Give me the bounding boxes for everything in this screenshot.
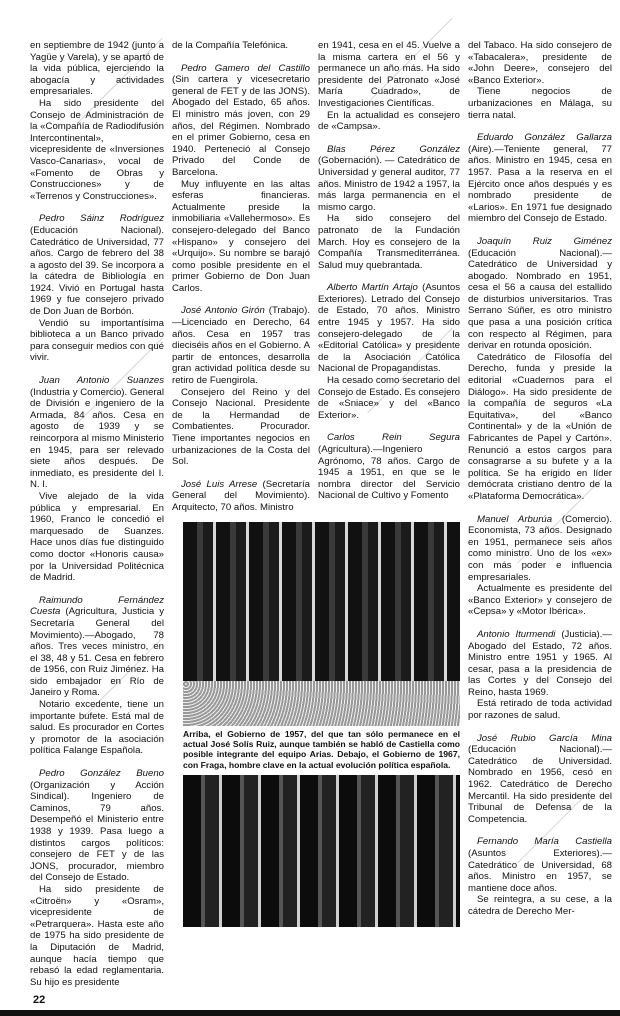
minister-name: Fernando María Castiella <box>477 836 612 848</box>
paragraph-text: Ha sido presidente de «Citroën» y «Osram», vicepresidente de «Petrarquera». Hasta este año de 1975 ha sido presidente de la Diputación de Madrid, aunque hacía tiempo que rebasó la edad reglamentaria. Su hijo es presidente <box>30 883 164 988</box>
entry-paragraph <box>172 479 310 514</box>
paragraph <box>468 86 612 121</box>
paragraph-text: (Industria y Comercio). General de División e ingeniero de la Armada, 84 años. Cesa en agosto de 1939 y se reincorpora al mismo Ministerio en 1945, para ser relevado siete años después. De inmediato, es presidente del I. N. I. <box>30 386 164 491</box>
paragraph <box>30 699 164 757</box>
entry-paragraph <box>318 282 460 375</box>
paragraph-text: Está retirado de toda actividad por razones de salud. <box>468 698 612 722</box>
minister-name: José Antonio Girón <box>181 305 265 317</box>
photo-government-1957 <box>183 522 460 726</box>
entry-paragraph <box>172 63 310 179</box>
paragraph-text: Vive alejado de la vida pública y empresarial. En 1960, Franco le concedió el marquesado de Suanzes. Hace unos días fue distinguido como doctor «Honoris causa» por la Universidad Politécnica de Madrid. <box>30 490 164 584</box>
paragraph <box>172 40 310 52</box>
minister-name: Juan Antonio Suanzes <box>39 375 164 387</box>
entry-paragraph <box>30 213 164 317</box>
minister-name: Antonio Iturmendi <box>477 628 556 640</box>
paragraph <box>468 583 612 618</box>
paragraph-text: (Agricultura).—Ingeniero Agrónomo, 78 años. Cargo de 1945 a 1951, en que se le nombra director del Servicio Nacional de Cultivo y Fomento <box>318 444 460 502</box>
paragraph <box>30 98 164 202</box>
paragraph-text: (Asuntos Exteriores). Letrado del Consejo de Estado, 70 años. Ministro entre 1945 y 1957. Ha sido consejero-delegado de la «Editorial Católica» y presidente de la Asociación Católica Nacional de Propagandistas. <box>318 282 460 375</box>
paragraph <box>468 40 612 86</box>
entry-paragraph <box>468 236 612 352</box>
paragraph <box>30 491 164 584</box>
paragraph-text: (Educación Nacional).—Catedrático de Universidad y abogado. Nombrado en 1951, cesa el 56 a causa del estallido de disturbios universitarios. Tras Serrano Súñer, es otro ministro que pasa a una posición crítica con respecto al Régimen, para derivar en rotunda oposición. <box>468 247 612 352</box>
minister-name: Pedro González Bueno <box>39 768 164 780</box>
paragraph-text: Ha sido consejero del patronato de la Fundación March. Hoy es consejero de la Compañía Transmediterránea. Salud muy quebrantada. <box>318 213 460 271</box>
paragraph-text: Muy influyente en las altas esferas financieras. Actualmente preside la inmobiliaria «Vallehermoso». Es consejero-delegado del Banco «Hispano» y consejero del «Urquijo». Su nombre se barajó como posible presidente en el primer Gobierno de Don Juan Carlos. <box>172 178 310 294</box>
paragraph-text: (Comercio). Economista, 73 años. Designado en 1951, permanece seis años como ministro. Uno de los «ex» con más poder e influencia empresariales. <box>468 513 612 583</box>
paragraph <box>30 318 164 364</box>
entry-paragraph <box>318 432 460 502</box>
text-column-1 <box>30 40 164 988</box>
paragraph-text: (Educación Nacional).—Catedrático de Universidad. Nombrado en 1956, cesó en 1962. Catedrático de Derecho Mercantil. Ha sido presidente del Tribunal de Defensa de la Competencia. <box>468 744 612 825</box>
minister-name: José Luis Arrese <box>181 478 258 490</box>
paragraph-text: Se reintegra, a su cese, a la cátedra de Derecho Mer- <box>468 894 612 917</box>
entry-paragraph <box>468 132 612 225</box>
minister-name: José Rubio García Mina <box>477 732 612 744</box>
paragraph-text: (Trabajo).—Licenciado en Derecho, 64 años. Cesa en 1957 tras dieciséis años en el Gobierno. A partir de entonces, desarrolla gran actividad política desde su retiro de Fuengirola. <box>172 305 310 387</box>
minister-name: Joaquín Ruiz Giménez <box>477 235 612 247</box>
paragraph-text: Vendió su importantísima biblioteca a un Banco privado para conseguir medios con qué vivir. <box>30 317 164 364</box>
entry-paragraph <box>468 629 612 699</box>
photo-government-1967 <box>183 775 460 927</box>
minister-name: Eduardo González Gallarza <box>477 132 612 144</box>
minister-name: Raimundo Fernández Cuesta <box>30 594 164 618</box>
minister-name: Manuel Arburúa <box>477 513 553 525</box>
paragraph <box>468 894 612 917</box>
paragraph-text: del Tabaco. Ha sido consejero de «Tabacalera», presidente de «John Deere», consejero del «Banco Exterior». <box>468 40 612 86</box>
entry-paragraph <box>172 305 310 386</box>
paragraph <box>30 40 164 98</box>
photo-caption: Arriba, el Gobierno de 1957, del que tan sólo permanece en el actual José Solís Ruiz, aunque también se habló de Castiella como posible integrante del equipo Arias. Debajo, el Gobierno de 1967, con Fraga, hombre clave en la actual evolución política española. <box>183 729 460 770</box>
paragraph-text: (Organización y Acción Sindical). Ingeniero de Caminos, 79 años. Desempeñó el Ministerio entre 1938 y 1939. Pasa luego a distintos cargos políticos: consejero de FET y de las JONS, procurador, miembro del Consejo de Estado. <box>30 779 164 884</box>
paragraph-text: En la actualidad es consejero de «Campsa». <box>318 109 460 133</box>
entry-paragraph <box>30 595 164 699</box>
paragraph-text: en septiembre de 1942 (junto a Yagüe y Varela), y se apartó de la vida pública, ejerciendo la abogacía y actividades empresariales. <box>30 40 164 98</box>
scan-edge <box>0 1010 620 1016</box>
page-number: 22 <box>33 994 46 1006</box>
paragraph <box>30 884 164 988</box>
paragraph-text: de la Compañía Telefónica. <box>172 40 289 51</box>
paragraph-text: (Sin cartera y vicesecretario general de FET y de las JONS). Abogado del Estado, 65 años. El ministro más joven, con 29 años, del Régimen. Nombrado en el primer Gobierno, cesa en 1940. Perteneció al Consejo Privado del Conde de Barcelona. <box>172 74 310 178</box>
entry-paragraph <box>318 144 460 214</box>
paragraph <box>318 213 460 271</box>
text-column-3 <box>318 40 460 502</box>
paragraph <box>318 375 460 421</box>
paragraph <box>468 352 612 503</box>
paragraph-text: (Aire).—Teniente general, 77 años. Ministro en 1945, cesa en 1957. Pasa a la reserva en el Ejército once años después y es nombrado presidente de «Larios». En 1971 fue designado miembro del Consejo de Estado. <box>468 143 612 225</box>
paragraph-text: (Gobernación). — Catedrático de Universidad y general auditor, 77 años. Ministro de 1942 a 1957, la más larga permanencia en el mismo cargo. <box>318 155 460 213</box>
paragraph-text: (Educación Nacional). Catedrático de Universidad, 77 años. Cargo de febrero del 38 a agosto del 39. Se incorpora a la cátedra de Bibliología en 1924. Vivió en Portugal hasta 1969 y fue consejero privado de Don Juan de Borbón. <box>30 224 164 318</box>
minister-name: Blas Pérez González <box>327 143 460 155</box>
entry-paragraph <box>30 375 164 491</box>
entry-paragraph <box>468 514 612 584</box>
minister-name: Alberto Martín Artajo <box>327 282 418 294</box>
minister-name: Pedro Gamero del Castillo <box>181 62 310 74</box>
paragraph-text: Notario excedente, tiene un importante bufete. Está mal de salud. Es procurador en Cortes y promotor de la asociación política Falange Española. <box>30 699 164 757</box>
minister-name: Carlos Rein Segura <box>327 432 460 444</box>
paragraph-text: (Asuntos Exteriores).—Catedrático de Universidad, 68 años. Ministro en 1957, se mantiene doce años. <box>468 848 612 894</box>
paragraph <box>318 40 460 110</box>
paragraph <box>172 387 310 468</box>
text-column-2 <box>172 40 310 514</box>
paragraph-text: Ha cesado como secretario del Consejo de Estado. Es consejero de «Sniace» y del «Banco Exterior». <box>318 375 460 421</box>
paragraph-text: Tiene negocios de urbanizaciones en Málaga, su tierra natal. <box>468 86 612 121</box>
paragraph-text: Ha sido presidente del Consejo de Administración de la «Compañía de Radiodifusión Intercontinental», vicepresidente de «Inversiones Vasco-Canarias», vocal de «Fomento de Obras y Construcciones» y de «Terrenos y Construcciones». <box>30 97 164 202</box>
paragraph <box>468 698 612 721</box>
entry-paragraph <box>468 733 612 826</box>
entry-paragraph <box>30 768 164 884</box>
paragraph-text: Consejero del Reino y del Consejo Nacional. Presidente de la Hermandad de Combatientes. Procurador. Tiene importantes negocios en urbanizaciones de la Costa del Sol. <box>172 386 310 468</box>
paragraph-text: (Agricultura, Justicia y Secretaría General del Movimiento).—Abogado, 78 años. Tres veces ministro, en el 38, 48 y 51. Cesa en febrero de 1956, con Ruiz Jiménez. Ha sido embajador en Río de Janeiro y Roma. <box>30 606 164 699</box>
paragraph-text: en 1941, cesa en el 45. Vuelve a la misma cartera en el 56 y permanece un año más. Ha sido presidente del Patronato «José María Cuadrado», de Investigaciones Científicas. <box>318 40 460 109</box>
entry-paragraph <box>468 836 612 894</box>
minister-name: Pedro Sáinz Rodríguez <box>39 213 164 225</box>
text-column-4 <box>468 40 612 918</box>
paragraph <box>318 110 460 133</box>
paragraph-text: Actualmente es presidente del «Banco Exterior» y consejero de «Cepsa» y «Motor Ibérica». <box>468 583 612 618</box>
paragraph-text: (Secretaría General del Movimiento). Arquitecto, 70 años. Ministro <box>172 478 310 513</box>
paragraph-text: Catedrático de Filosofía del Derecho, funda y preside la editorial «Cuadernos para el Diálogo». Ha sido presidente de la compañía de seguros «La Equitativa», del «Banco Continental» y de la «Unión de Fabricantes de Papel y Cartón». Renunció a estos cargos para consagrarse a su bufete y a la política. Se ha erigido en líder demócrata cristiano dentro de la «Plataforma Democrática». <box>468 351 612 502</box>
paragraph <box>172 179 310 295</box>
paragraph-text: (Justicia).—Abogado del Estado, 72 años. Ministro entre 1951 y 1965. Al cesar, pasa a la presidencia de las Cortes y del Consejo del Reino, hasta 1969. <box>468 628 612 698</box>
